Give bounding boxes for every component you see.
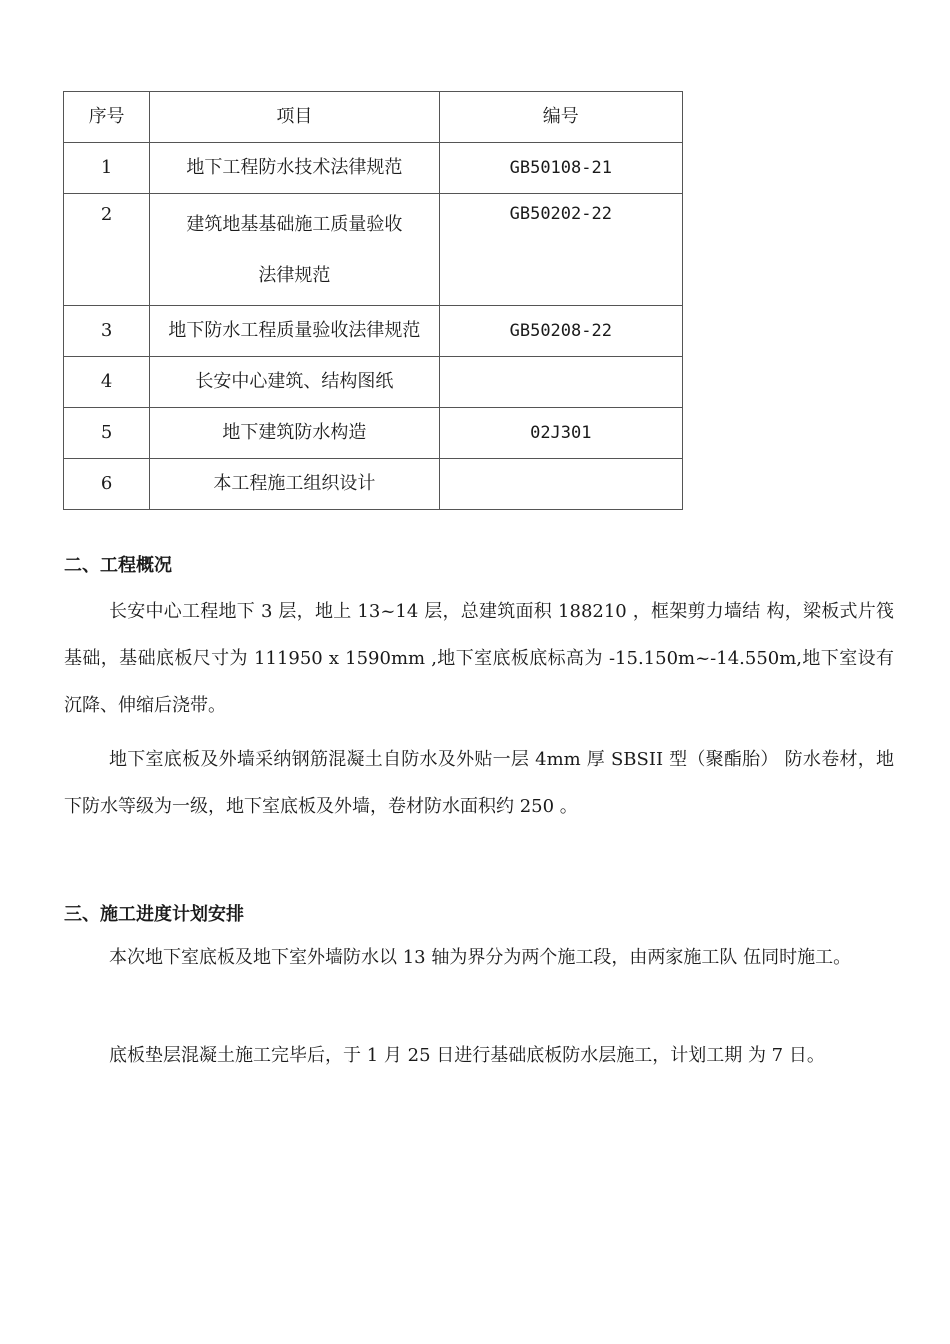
row-item: 建筑地基基础施工质量验收: [186, 213, 403, 235]
header-item: 项目: [150, 92, 439, 143]
schedule-paragraph-1: 本次地下室底板及地下室外墙防水以 13 轴为界分为两个施工段，由两家施工队 伍同时施工。: [109, 947, 852, 968]
row-item: 地下工程防水技术法律规范: [150, 143, 439, 194]
row-no: 5: [64, 408, 150, 459]
header-code: 编号: [439, 92, 682, 143]
section-heading-schedule: 三、施工进度计划安排: [64, 904, 244, 925]
overview-paragraph-1: 长安中心工程地下 3 层，地上 13~14 层，总建筑面积 188210 ，框架剪力墙结 构，梁板式片筏基础，基础底板尺寸为 111950 x 1590mm ,地下室底板底标高为 -15.150m~-14.550m,地下室设有沉降、伸缩后浇带。: [64, 601, 894, 716]
table-row: [64, 357, 683, 408]
row-no: 3: [64, 306, 150, 357]
table-row: [64, 194, 683, 306]
row-code: GB50202-22: [439, 194, 682, 306]
overview-paragraph-2: 地下室底板及外墙采纳钢筋混凝土自防水及外贴一层 4mm 厚 SBSII 型（聚酯胎） 防水卷材，地下防水等级为一级，地下室底板及外墙，卷材防水面积约 250 。: [64, 749, 894, 817]
schedule-paragraph-2: 底板垫层混凝土施工完毕后，于 1 月 25 日进行基础底板防水层施工，计划工期 为 7 日。: [109, 1045, 825, 1066]
row-no: 4: [64, 357, 150, 408]
row-item: 地下建筑防水构造: [150, 408, 439, 459]
table-row: [64, 408, 683, 459]
table-row: [64, 143, 683, 194]
row-no: 6: [64, 459, 150, 510]
row-no: 2: [64, 194, 150, 306]
row-code: [439, 357, 682, 408]
row-item-cell: [150, 194, 439, 306]
row-code: GB50208-22: [439, 306, 682, 357]
row-code: GB50108-21: [439, 143, 682, 194]
table-row: [64, 306, 683, 357]
header-no: 序号: [64, 92, 150, 143]
row-item-line2: 法律规范: [258, 264, 331, 286]
section-heading-overview: 二、工程概况: [64, 555, 172, 576]
standards-table: [63, 91, 683, 510]
row-item: 长安中心建筑、结构图纸: [150, 357, 439, 408]
row-item: 本工程施工组织设计: [150, 459, 439, 510]
row-code: [439, 459, 682, 510]
row-no: 1: [64, 143, 150, 194]
row-code: 02J301: [439, 408, 682, 459]
row-item: 地下防水工程质量验收法律规范: [150, 306, 439, 357]
table-row: [64, 459, 683, 510]
table-header-row: [64, 92, 683, 143]
